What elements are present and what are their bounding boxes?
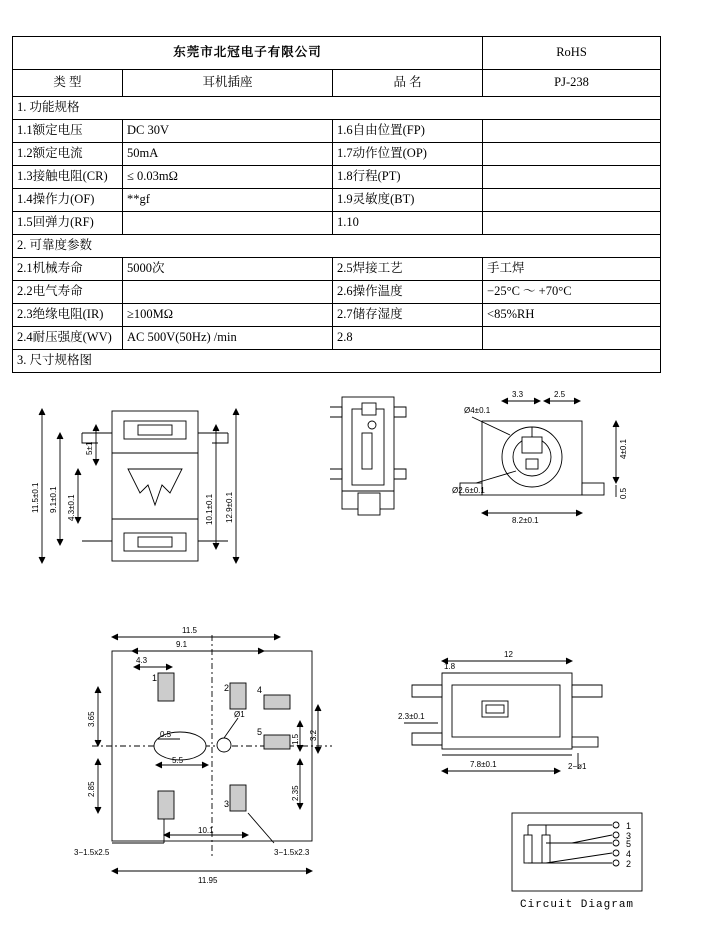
- type-row: [13, 70, 661, 97]
- func-value-7: [483, 143, 661, 166]
- circuit-pin-1: 1: [626, 821, 632, 831]
- func-label-6: 1.6自由位置(FP): [333, 120, 483, 143]
- dim-side-2-3: 2.3±0.1: [398, 712, 425, 721]
- circuit-diagram-title: Circuit Diagram: [520, 899, 635, 911]
- dim-front-5-1: 5±1: [85, 441, 94, 455]
- table-row: [13, 281, 661, 304]
- func-value-3: ≤ 0.03mΩ: [123, 166, 333, 189]
- spec-table: [12, 36, 661, 373]
- dim-end-3-3: 3.3: [512, 390, 524, 399]
- dim-pcb-2-35: 2.35: [291, 785, 300, 801]
- dim-end-2-5: 2.5: [554, 390, 566, 399]
- circuit-pin-5: 5: [626, 839, 632, 849]
- rel-label-4: 2.4耐压强度(WV): [13, 327, 123, 350]
- func-value-8: [483, 166, 661, 189]
- pcb-pin-2: 2: [224, 683, 230, 693]
- table-row: [13, 327, 661, 350]
- rel-label-7: 2.7储存湿度: [333, 304, 483, 327]
- rel-value-2: [123, 281, 333, 304]
- func-value-9: [483, 189, 661, 212]
- rel-value-4: AC 500V(50Hz) /min: [123, 327, 333, 350]
- func-label-8: 1.8行程(PT): [333, 166, 483, 189]
- dim-side-1-8: 1.8: [444, 662, 456, 671]
- dim-end-8-2: 8.2±0.1: [512, 516, 539, 525]
- func-label-1: 1.1额定电压: [13, 120, 123, 143]
- pcb-pin-5: 5: [257, 727, 263, 737]
- dim-end-phi4: Ø4±0.1: [464, 406, 491, 415]
- dim-side-12: 12: [504, 650, 513, 659]
- func-value-1: DC 30V: [123, 120, 333, 143]
- end-view: [452, 390, 628, 525]
- func-value-6: [483, 120, 661, 143]
- dim-pcb-10-1: 10.1: [198, 826, 214, 835]
- dim-pcb-0-5: 0.5: [160, 730, 172, 739]
- func-label-4: 1.4操作力(OF): [13, 189, 123, 212]
- dim-pcb-5-5: 5.5: [172, 756, 184, 765]
- dim-pcb-1-5: 1.5: [291, 733, 300, 745]
- side-profile-view: [398, 650, 602, 774]
- table-row: [13, 166, 661, 189]
- dim-pcb-4-3: 4.3: [136, 656, 148, 665]
- dim-pcb-note-right: 3−1.5x2.3: [274, 848, 310, 857]
- dim-front-9-1: 9.1±0.1: [49, 486, 58, 513]
- section-2-row: [13, 235, 661, 258]
- pcb-layout: [74, 626, 332, 885]
- section-2-title: 2. 可靠度参数: [13, 235, 661, 258]
- table-row: [13, 212, 661, 235]
- dim-pcb-11-95: 11.95: [198, 876, 218, 885]
- func-value-5: [123, 212, 333, 235]
- dim-end-4: 4±0.1: [619, 439, 628, 459]
- rel-value-1: 5000次: [123, 258, 333, 281]
- dim-front-11-5: 11.5±0.1: [31, 482, 40, 513]
- dim-pcb-3-2: 3.2: [309, 729, 318, 741]
- func-label-9: 1.9灵敏度(BT): [333, 189, 483, 212]
- section-1-row: [13, 97, 661, 120]
- func-value-2: 50mA: [123, 143, 333, 166]
- table-row: [13, 304, 661, 327]
- drawings-area: [12, 373, 660, 933]
- rel-value-6: −25°C ～ +70°C: [483, 281, 661, 304]
- rel-value-5: 手工焊: [483, 258, 661, 281]
- rel-label-8: 2.8: [333, 327, 483, 350]
- table-row: [13, 189, 661, 212]
- drawing-svg: [12, 373, 660, 933]
- func-label-2: 1.2额定电流: [13, 143, 123, 166]
- section-1-title: 1. 功能规格: [13, 97, 661, 120]
- dim-pcb-note-left: 3−1.5x2.5: [74, 848, 110, 857]
- table-row: [13, 258, 661, 281]
- dim-front-12-9: 12.9±0.1: [225, 491, 234, 523]
- type-label: 类 型: [13, 70, 123, 97]
- func-value-4: **gf: [123, 189, 333, 212]
- dim-pcb-9-1: 9.1: [176, 640, 188, 649]
- rel-label-5: 2.5焊接工艺: [333, 258, 483, 281]
- dim-pcb-3-65: 3.65: [87, 711, 96, 727]
- section-3-row: [13, 350, 661, 373]
- rel-label-3: 2.3绝缘电阻(IR): [13, 304, 123, 327]
- func-value-10: [483, 212, 661, 235]
- dim-side-2phi1: 2−ø1: [568, 762, 587, 771]
- circuit-pin-2: 2: [626, 859, 632, 869]
- rel-label-6: 2.6操作温度: [333, 281, 483, 304]
- type-value: 耳机插座: [123, 70, 333, 97]
- func-label-5: 1.5回弹力(RF): [13, 212, 123, 235]
- section-3-title: 3. 尺寸规格图: [13, 350, 661, 373]
- rel-value-7: <85%RH: [483, 304, 661, 327]
- side-view: [330, 397, 406, 515]
- dim-end-phi26: Ø2.6±0.1: [452, 486, 485, 495]
- dim-front-4-3: 4.3±0.1: [67, 494, 76, 521]
- table-row: [13, 143, 661, 166]
- front-view: [31, 409, 239, 563]
- dim-pcb-phi1: Ø1: [234, 710, 245, 719]
- dim-side-7-8: 7.8±0.1: [470, 760, 497, 769]
- circuit-diagram: [512, 813, 642, 911]
- dim-pcb-2-85: 2.85: [87, 781, 96, 797]
- rel-value-8: [483, 327, 661, 350]
- rel-value-3: ≥100MΩ: [123, 304, 333, 327]
- func-label-3: 1.3接触电阻(CR): [13, 166, 123, 189]
- dim-end-0-5: 0.5: [619, 487, 628, 499]
- header-row: [13, 37, 661, 70]
- name-label: 品 名: [333, 70, 483, 97]
- table-row: [13, 120, 661, 143]
- dim-front-10-1: 10.1±0.1: [205, 493, 214, 525]
- circuit-pin-3: 3: [626, 831, 632, 841]
- circuit-pin-4: 4: [626, 849, 632, 859]
- func-label-7: 1.7动作位置(OP): [333, 143, 483, 166]
- datasheet-page: [12, 36, 660, 933]
- pcb-pin-1: 1: [152, 673, 158, 683]
- pcb-pin-4: 4: [257, 685, 263, 695]
- name-value: PJ-238: [483, 70, 661, 97]
- rohs-mark: RoHS: [483, 37, 661, 70]
- pcb-pin-3: 3: [224, 799, 230, 809]
- company-name: 东莞市北冠电子有限公司: [13, 37, 483, 70]
- rel-label-2: 2.2电气寿命: [13, 281, 123, 304]
- func-label-10: 1.10: [333, 212, 483, 235]
- rel-label-1: 2.1机械寿命: [13, 258, 123, 281]
- dim-pcb-11-5: 11.5: [182, 626, 197, 635]
